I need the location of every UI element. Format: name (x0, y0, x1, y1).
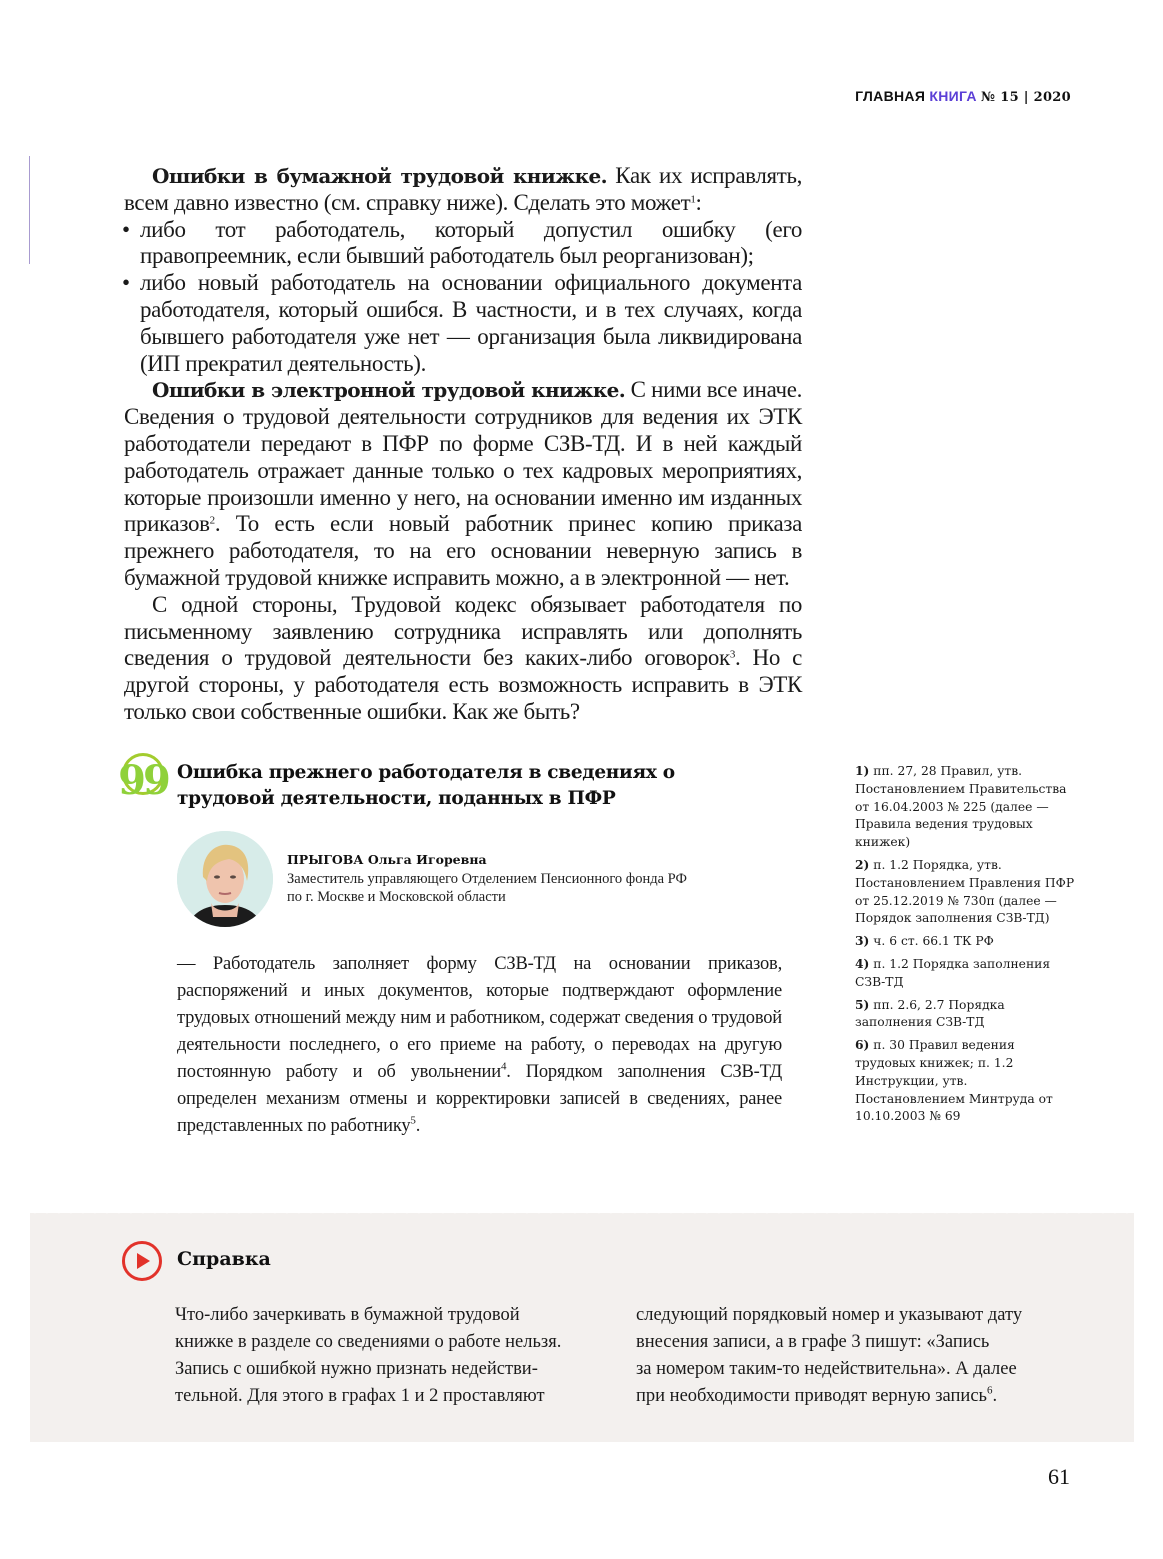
footnote-item: 1) пп. 27, 28 Правил, утв. Постановлением Правительства от 16.04.2003 № 225 (далее — Правила ведения трудовых книжек) (855, 763, 1067, 850)
paragraph-paper-book: Ошибки в бумажной трудовой книжке. Как их исправлять, всем давно известно (см. справку ниже). Сделать это может$^1$: (124, 163, 802, 215)
magazine-header (855, 88, 1071, 105)
quote-title: Ошибка прежнего работодателя в сведениях о трудовой деятельности, поданных в ПФР (177, 762, 675, 809)
footnote-ref[interactable]: 1 (690, 193, 696, 206)
page-number: 61 (1048, 1464, 1070, 1489)
avatar (177, 831, 273, 927)
margin-rule (29, 156, 30, 264)
footnote-item: 6) п. 30 Правил ведения трудовых книжек; п. 1.2 Инструкции, утв. Постановлением Минтруда от 10.10.2003 № 69 (855, 1037, 1053, 1124)
footnote-ref[interactable]: 5 (410, 1114, 416, 1127)
footnote-item: 4) п. 1.2 Порядка заполнения СЗВ-ТД (855, 955, 1051, 989)
article-body (124, 163, 802, 726)
play-icon (122, 1241, 162, 1281)
reference-column-right: следующий порядковый номер и указывают дату внесения записи, а в графе 3 пишут: «Запись за номером таким-то недействительна». А далее при необходимости приводят верную запись$^6$. (636, 1305, 1023, 1406)
issue-number: № 15 | 2020 (980, 90, 1071, 105)
expert-answer: — Работодатель заполняет форму СЗВ-ТД на основании приказов, распоряжений и иных документов, которые подтверждают оформление трудовых отношений между ним и работником, содержат сведения о трудовой деятельности последнего, о его приеме на работу, о переводах на другую постоянную работу и об увольнении$^4$. Порядком заполнения СЗВ-ТД определен механизм отмены и корректировки записей в сведениях, ранее представленных по работнику$^5$. (177, 954, 782, 1136)
footnote-ref[interactable]: 2 (209, 514, 215, 527)
reference-column-left: Что-либо зачеркивать в бумажной трудовой книжке в разделе со сведениями о работе нельзя. Запись с ошибкой нужно признать недействи- тельной. Для этого в графах 1 и 2 проставляют (175, 1305, 562, 1406)
list-item: • либо новый работодатель на основании официального документа работодателя, который ошибся. В частности, и в тех случаях, когда бывшего работодателя уже нет — организация была ликвидирована (ИП прекратил деятельность). (122, 270, 802, 377)
footnote-ref[interactable]: 3 (729, 648, 735, 661)
footnote-ref[interactable]: 4 (500, 1060, 507, 1073)
bullet-list (124, 217, 802, 378)
footnote-item: 2) п. 1.2 Порядка, утв. Постановлением Правления ПФР от 25.12.2019 № 730п (далее — Порядок заполнения СЗВ-ТД) (855, 856, 1075, 926)
paragraph-lead: Ошибки в электронной трудовой книжке. (152, 378, 626, 403)
footnotes-sidebar (855, 762, 1077, 1130)
paragraph-lead: Ошибки в бумажной трудовой книжке. (152, 164, 607, 188)
expert-name: ПРЫГОВА Ольга Игоревна (287, 852, 487, 867)
quote-icon: 99 (122, 753, 164, 795)
brand-name-accent: КНИГА (929, 88, 977, 104)
expert-role: Заместитель управляющего Отделением Пенсионного фонда РФ по г. Москве и Московской области (287, 871, 687, 905)
paragraph-electronic-book: Ошибки в электронной трудовой книжке. С ними все иначе. Сведения о трудовой деятельности сотрудников для ведения их ЭТК работодатели передают в ПФР по форме СЗВ-ТД. И в ней каждый работодатель отражает данные только о тех кадровых мероприятиях, которые произошли именно у него, на основании именно им изданных приказов$^2$. То есть если новый работник принес копию приказа прежнего работодателя, то на его основании неверную запись в бумажной трудовой книжке исправить можно, а в электронной — нет. (124, 377, 802, 590)
paragraph-labor-code: С одной стороны, Трудовой кодекс обязывает работодателя по письменному заявлению сотрудника исправлять или дополнять сведения о трудовой деятельности без каких-либо оговорок$^3$. Но с другой стороны, у работодателя есть возможность исправить в ЭТК только свои собственные ошибки. Как же быть? (124, 591, 802, 724)
brand-name: ГЛАВНАЯ (855, 88, 926, 104)
list-item: • либо тот работодатель, который допустил ошибку (его правопреемник, если бывший работодатель был реорганизован); (122, 217, 802, 271)
footnote-item: 5) пп. 2.6, 2.7 Порядка заполнения СЗВ-ТД (855, 996, 1005, 1030)
footnote-item: 3) ч. 6 ст. 66.1 ТК РФ (855, 933, 994, 949)
scalloped-edge (30, 1209, 1134, 1217)
portrait-image (177, 831, 273, 927)
reference-title: Справка (177, 1248, 271, 1270)
footnote-ref[interactable]: 6 (986, 1384, 993, 1397)
